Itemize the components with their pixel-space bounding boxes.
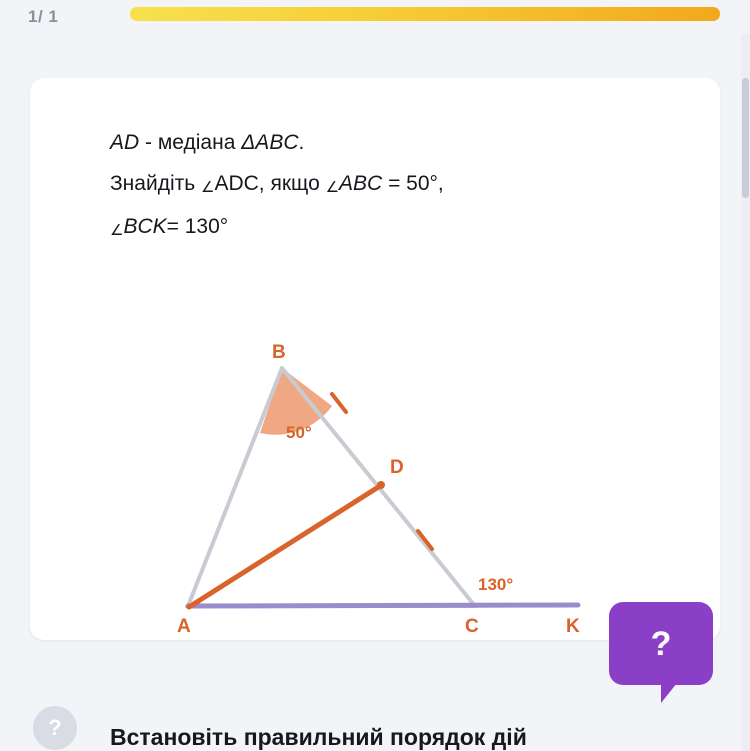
statement-abc: ABC — [339, 172, 383, 195]
statement-median-word: - медіана — [139, 131, 242, 154]
statement-line-2 — [110, 163, 650, 206]
help-button[interactable] — [609, 602, 713, 685]
question-mark-icon: ? — [650, 624, 672, 663]
statement-line-3 — [110, 206, 650, 249]
statement-adc: ADC, якщо — [214, 172, 326, 195]
point-d-dot — [377, 481, 385, 489]
label-c: C — [465, 616, 479, 637]
help-bubble-tail — [661, 683, 677, 703]
scrollbar-thumb[interactable] — [742, 78, 749, 198]
statement-bck-value: = 130° — [166, 215, 229, 238]
next-question-badge: ? — [33, 706, 77, 750]
statement-ad: AD — [110, 131, 140, 154]
tick-mark-bd — [332, 394, 346, 412]
label-b: B — [272, 342, 286, 363]
statement-abc-value: = 50°, — [382, 172, 444, 195]
label-d: D — [390, 457, 404, 478]
page-scrollbar[interactable] — [741, 34, 750, 751]
question-statement — [110, 122, 650, 249]
angle-symbol-icon-2: ∠ — [325, 179, 340, 196]
page-counter: 1/ 1 — [28, 7, 59, 26]
progress-fill — [130, 7, 720, 21]
label-angle-c: 130° — [478, 575, 514, 594]
triangle-side-ab-ac — [188, 368, 475, 606]
geometry-figure — [100, 258, 640, 637]
median-ad — [189, 486, 380, 607]
label-k: K — [566, 616, 580, 637]
triangle-diagram-svg — [100, 258, 640, 637]
statement-find-word: Знайдіть — [110, 172, 202, 195]
top-progress-bar — [0, 0, 750, 34]
statement-triangle-abc: ΔABC — [241, 131, 299, 154]
angle-symbol-icon: ∠ — [201, 179, 215, 196]
statement-bck: BCK — [123, 215, 167, 238]
angle-symbol-icon-3: ∠ — [110, 222, 124, 239]
statement-period: . — [298, 131, 305, 154]
question-card — [30, 78, 720, 640]
next-question-title: Встановіть правильний порядок дій — [110, 724, 527, 750]
label-a: A — [177, 616, 191, 637]
progress-track — [130, 7, 720, 21]
statement-line-1 — [110, 122, 650, 163]
line-ak — [188, 605, 578, 606]
label-angle-b: 50° — [286, 423, 312, 442]
